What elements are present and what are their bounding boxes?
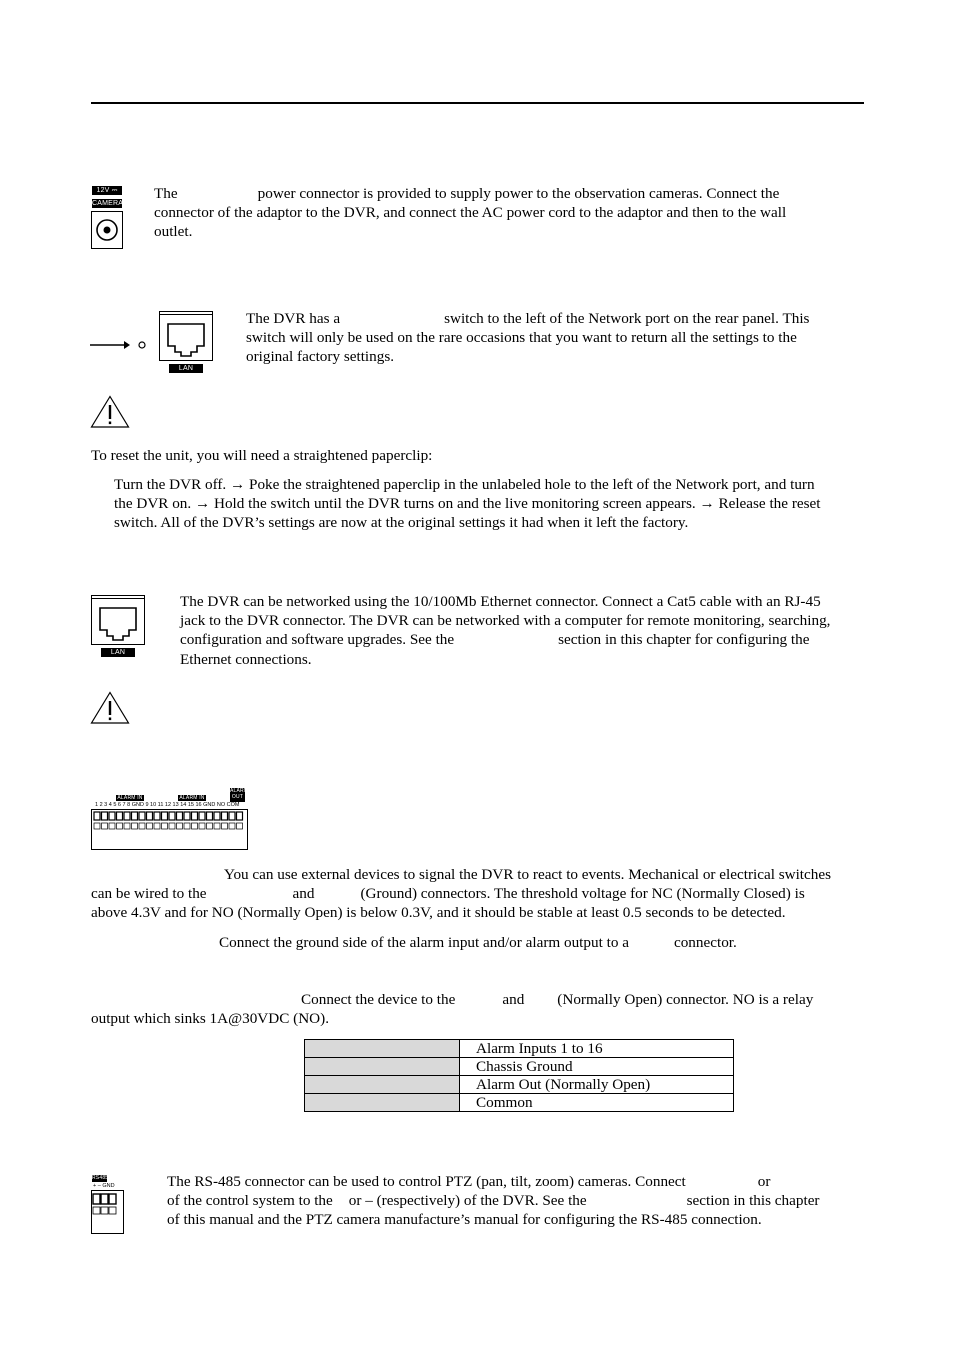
- rs485-text: The RS-485 connector can be used to control PTZ (pan, tilt, zoom) cameras. Connect: [167, 1173, 686, 1190]
- alarm-pin-numbers: 1 2 3 4 5 6 7 8 GND 9 10 11 12 13 14 15 16 GND NO COM: [95, 802, 240, 808]
- table-row: [305, 1058, 734, 1076]
- alarm-text: above 4.3V and for NO (Normally Open) is below 0.3V, and it should be stable at least 0.5 seconds to be detected.: [91, 904, 786, 922]
- table-row: [305, 1040, 734, 1058]
- table-key-cell: [305, 1058, 460, 1076]
- terminal-screw: [124, 812, 130, 820]
- rs485-text: of this manual and the PTZ camera manufacture’s manual for configuring the RS-485 connection.: [167, 1211, 762, 1229]
- terminal-screw: [94, 812, 100, 820]
- alarm-out-text: (Normally Open) connector. NO is a relay: [557, 991, 814, 1008]
- terminal-screw: [162, 812, 168, 820]
- reset-steps: [114, 475, 874, 533]
- camera-power-icon: [91, 186, 123, 249]
- alarm-pin-table: [304, 1039, 734, 1112]
- reset-text: switch to the left of the Network port on the rear panel. This: [444, 310, 810, 327]
- alarm-text: can be wired to the: [91, 885, 207, 903]
- ethernet-text: The DVR can be networked using the 10/100Mb Ethernet connector. Connect a Cat5 cable with an RJ-45: [180, 593, 821, 610]
- terminal-hole: [192, 823, 198, 829]
- terminal-hole: [139, 823, 145, 829]
- table-row: [305, 1094, 734, 1112]
- alarm-in-label: ALARM IN: [179, 795, 205, 801]
- alarm-paragraph: [91, 865, 871, 923]
- terminal-hole: [147, 823, 153, 829]
- camera-power-text: The: [154, 185, 178, 202]
- terminal-hole: [199, 823, 205, 829]
- reset-step-text: Turn the DVR off. → Poke the straightened paperclip in the unlabeled hole to the left of the Network port, and turn: [114, 476, 815, 493]
- terminal-hole: [222, 823, 228, 829]
- ethernet-text: Ethernet connections.: [180, 650, 312, 668]
- camera-power-voltage-label: 12V ⎓: [92, 186, 122, 195]
- alarm-connector-icon: [91, 788, 248, 850]
- terminal-hole: [169, 823, 175, 829]
- reset-text: switch will only be used on the rare occasions that you want to return all the settings to the: [246, 329, 797, 347]
- reset-step-text: the DVR on. → Hold the switch until the DVR turns on and the live monitoring screen appears. → Release the reset: [114, 495, 821, 513]
- terminal-screw: [229, 812, 235, 820]
- alarm-out-label: ALARM OUT: [230, 788, 249, 800]
- table-key-cell: [305, 1076, 460, 1094]
- terminal-screw: [169, 812, 175, 820]
- reset-lan-port-icon: [159, 311, 213, 375]
- alarm-text: and: [292, 885, 315, 903]
- terminal-hole: [184, 823, 190, 829]
- alarm-ground-text: Connect the ground side of the alarm input and/or alarm output to a: [219, 934, 629, 951]
- warning-triangle-icon: [90, 395, 130, 429]
- terminal-hole: [132, 823, 138, 829]
- warning-triangle-icon: [90, 691, 130, 725]
- terminal-screw: [132, 812, 138, 820]
- alarm-out-text: and: [502, 991, 525, 1008]
- reset-intro: To reset the unit, you will need a straightened paperclip:: [91, 447, 433, 464]
- table-key-cell: [305, 1040, 460, 1058]
- ethernet-paragraph: [180, 592, 870, 669]
- terminal-block-icon: [91, 811, 248, 841]
- reset-text: original factory settings.: [246, 348, 395, 366]
- terminal-screw: [102, 812, 108, 820]
- reset-paragraph: [246, 309, 866, 367]
- camera-power-paragraph: [154, 184, 854, 242]
- rs485-pin-labels: + – GND: [93, 1183, 115, 1189]
- alarm-ground-paragraph: [219, 933, 869, 952]
- terminal-screw: [222, 812, 228, 820]
- terminal-screw: [207, 812, 213, 820]
- ethernet-text: section in this chapter for configuring the: [558, 631, 810, 649]
- reset-text: The DVR has a: [246, 310, 341, 327]
- terminal-hole: [214, 823, 220, 829]
- terminal-screw: [177, 812, 183, 820]
- alarm-text: You can use external devices to signal the DVR to react to events. Mechanical or electrical switches: [224, 866, 832, 883]
- table-key-cell: [305, 1094, 460, 1112]
- alarm-out-text: Connect the device to the: [301, 991, 456, 1008]
- terminal-screw: [154, 812, 160, 820]
- alarm-out-paragraph: [91, 990, 871, 1028]
- camera-power-text: connector of the adaptor to the DVR, and connect the AC power cord to the adaptor and then to the wall: [154, 204, 787, 222]
- terminal-hole: [154, 823, 160, 829]
- terminal-hole: [237, 823, 243, 829]
- ethernet-port-icon: [91, 595, 145, 658]
- rs485-text: or – (respectively) of the DVR. See the: [348, 1192, 587, 1210]
- lan-label: LAN: [101, 648, 135, 657]
- alarm-ground-text: connector.: [673, 934, 737, 951]
- alarm-text: (Ground) connectors. The threshold voltage for NC (Normally Closed) is: [360, 885, 805, 903]
- terminal-hole: [117, 823, 123, 829]
- terminal-screw: [147, 812, 153, 820]
- rs485-paragraph: [167, 1172, 867, 1230]
- camera-power-text: power connector is provided to supply power to the observation cameras. Connect the: [257, 185, 780, 202]
- ethernet-text: configuration and software upgrades. See the: [180, 631, 455, 649]
- terminal-screw: [214, 812, 220, 820]
- lan-label: LAN: [169, 364, 203, 373]
- table-value-cell: Common: [460, 1094, 734, 1112]
- terminal-screw: [117, 812, 123, 820]
- rs485-text: section in this chapter: [686, 1192, 820, 1210]
- alarm-out-text: output which sinks 1A@30VDC (NO).: [91, 1010, 329, 1028]
- terminal-hole: [177, 823, 183, 829]
- terminal-screw: [184, 812, 190, 820]
- reset-step-text: switch. All of the DVR’s settings are now at the original settings it had when it left the factory.: [114, 514, 689, 532]
- terminal-hole: [162, 823, 168, 829]
- terminal-screw: [109, 812, 115, 820]
- rs485-connector-icon: [91, 1175, 124, 1233]
- table-value-cell: Alarm Inputs 1 to 16: [460, 1040, 734, 1058]
- table-value-cell: Alarm Out (Normally Open): [460, 1076, 734, 1094]
- ethernet-text: jack to the DVR connector. The DVR can be networked with a computer for remote monitoring, searching,: [180, 612, 831, 630]
- rs485-text: of the control system to the: [167, 1192, 333, 1210]
- rs485-label: RS485: [92, 1175, 109, 1181]
- terminal-screw: [192, 812, 198, 820]
- rj45-port-icon: [159, 311, 213, 363]
- terminal-hole: [207, 823, 213, 829]
- arrow-right-icon: [90, 338, 150, 352]
- camera-power-text: outlet.: [154, 223, 193, 241]
- alarm-in-label: ALARM IN: [117, 795, 143, 801]
- table-value-cell: Chassis Ground: [460, 1058, 734, 1076]
- terminal-hole: [94, 823, 100, 829]
- rs485-terminal-icon: [91, 1192, 124, 1222]
- header-rule: [91, 102, 864, 104]
- table-row: [305, 1076, 734, 1094]
- terminal-hole: [102, 823, 108, 829]
- terminal-hole: [229, 823, 235, 829]
- terminal-screw: [139, 812, 145, 820]
- terminal-screw: [199, 812, 205, 820]
- dc-jack-icon: [91, 211, 123, 249]
- camera-power-camera-label: CAMERA: [92, 200, 124, 207]
- terminal-screw: [237, 812, 243, 820]
- terminal-hole: [124, 823, 130, 829]
- rs485-text: or: [757, 1173, 771, 1190]
- terminal-hole: [109, 823, 115, 829]
- rj45-port-icon: [91, 595, 145, 647]
